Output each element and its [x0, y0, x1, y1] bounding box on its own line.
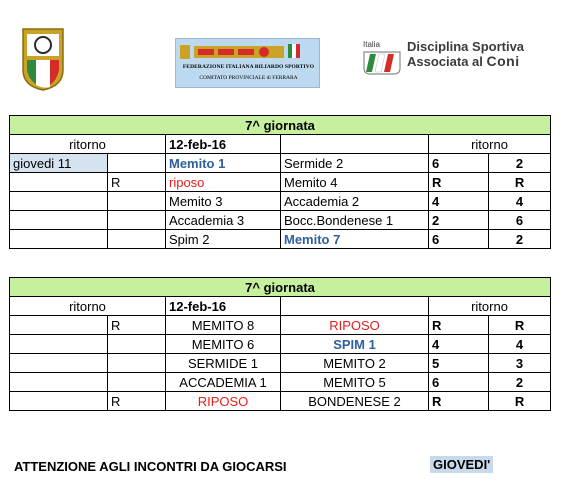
away-team: Memito 4 [281, 173, 429, 192]
table-2-date: 12-feb-16 [166, 297, 281, 316]
table-1-header-row [10, 135, 551, 154]
score-away: 2 [489, 230, 551, 249]
table-row [10, 230, 551, 249]
home-team: MEMITO 6 [166, 335, 281, 354]
coni-italia-text: Italia [363, 40, 380, 49]
table-1-title-row [10, 116, 551, 135]
day-cell[interactable]: giovedi 11 [10, 154, 108, 173]
score-away: 4 [489, 192, 551, 211]
flag-cell [108, 154, 166, 173]
day-cell [10, 316, 108, 335]
footer-day-cell[interactable]: GIOVEDI' [430, 456, 493, 473]
home-team: RIPOSO [166, 392, 281, 411]
day-cell [10, 335, 108, 354]
flag-cell [108, 211, 166, 230]
day-cell [10, 373, 108, 392]
table-row [10, 192, 551, 211]
away-team: Sermide 2 [281, 154, 429, 173]
day-cell [10, 230, 108, 249]
table-row [10, 316, 551, 335]
table-2-right-label: ritorno [429, 297, 551, 316]
score-home: 5 [429, 354, 489, 373]
coni-line-2b: Coni [486, 53, 520, 69]
flag-cell [108, 354, 166, 373]
table-row [10, 335, 551, 354]
table-row [10, 373, 551, 392]
score-away: R [489, 316, 551, 335]
away-team: MEMITO 2 [281, 354, 429, 373]
score-away: 2 [489, 373, 551, 392]
footer-note: ATTENZIONE AGLI INCONTRI DA GIOCARSI [14, 459, 287, 474]
home-team: Spim 2 [166, 230, 281, 249]
fibis-banner-graphic [176, 41, 321, 65]
day-cell [10, 173, 108, 192]
table-1-left-label: ritorno [10, 135, 166, 154]
score-home: R [429, 392, 489, 411]
day-cell [10, 192, 108, 211]
table-1-right-label: ritorno [429, 135, 551, 154]
score-home: R [429, 316, 489, 335]
day-cell [10, 211, 108, 230]
table-row [10, 354, 551, 373]
score-away: 6 [489, 211, 551, 230]
score-home: 4 [429, 192, 489, 211]
away-team: Memito 7 [281, 230, 429, 249]
table-1-title: 7^ giornata [10, 116, 551, 135]
away-team: Accademia 2 [281, 192, 429, 211]
away-team: SPIM 1 [281, 335, 429, 354]
score-away: R [489, 392, 551, 411]
header-logos [0, 0, 575, 105]
score-home: 6 [429, 230, 489, 249]
score-away: 3 [489, 354, 551, 373]
table-row [10, 392, 551, 411]
score-home: R [429, 173, 489, 192]
home-team: riposo [166, 173, 281, 192]
flag-cell [108, 192, 166, 211]
score-home: 2 [429, 211, 489, 230]
score-home: 6 [429, 373, 489, 392]
coni-line-2a: Associata al [407, 54, 487, 69]
flag-cell: R [108, 392, 166, 411]
schedule-table-1 [9, 115, 551, 249]
day-cell [10, 354, 108, 373]
table-row [10, 173, 551, 192]
flag-cell [108, 230, 166, 249]
flag-cell: R [108, 316, 166, 335]
table-2-left-label: ritorno [10, 297, 166, 316]
away-team: Bocc.Bondenese 1 [281, 211, 429, 230]
coni-mark-icon [362, 40, 402, 76]
away-team: BONDENESE 2 [281, 392, 429, 411]
home-team: Memito 1 [166, 154, 281, 173]
schedule-table-2 [9, 277, 551, 411]
home-team: SERMIDE 1 [166, 354, 281, 373]
home-team: MEMITO 8 [166, 316, 281, 335]
day-cell [10, 392, 108, 411]
flag-cell [108, 335, 166, 354]
fibis-line-2: COMITATO PROVINCIALE di FERRARA [199, 75, 298, 81]
table-2-blank-header [281, 297, 429, 316]
coni-shield-logo [20, 26, 66, 92]
table-1-blank-header [281, 135, 429, 154]
fibis-line-1: FEDERAZIONE ITALIANA BILIARDO SPORTIVO [182, 64, 315, 70]
table-2-title: 7^ giornata [10, 278, 551, 297]
table-1-date: 12-feb-16 [166, 135, 281, 154]
away-team: MEMITO 5 [281, 373, 429, 392]
table-2-title-row [10, 278, 551, 297]
coni-logo-text [407, 40, 524, 69]
coni-line-2 [407, 54, 524, 69]
home-team: ACCADEMIA 1 [166, 373, 281, 392]
home-team: Accademia 3 [166, 211, 281, 230]
flag-cell: R [108, 173, 166, 192]
score-away: 4 [489, 335, 551, 354]
table-2-header-row [10, 297, 551, 316]
away-team: RIPOSO [281, 316, 429, 335]
score-home: 6 [429, 154, 489, 173]
flag-cell [108, 373, 166, 392]
fibis-logo [175, 38, 320, 88]
score-away: R [489, 173, 551, 192]
table-row [10, 211, 551, 230]
coni-line-1: Disciplina Sportiva [407, 39, 525, 54]
home-team: Memito 3 [166, 192, 281, 211]
table-row [10, 154, 551, 173]
score-away: 2 [489, 154, 551, 173]
score-home: 4 [429, 335, 489, 354]
